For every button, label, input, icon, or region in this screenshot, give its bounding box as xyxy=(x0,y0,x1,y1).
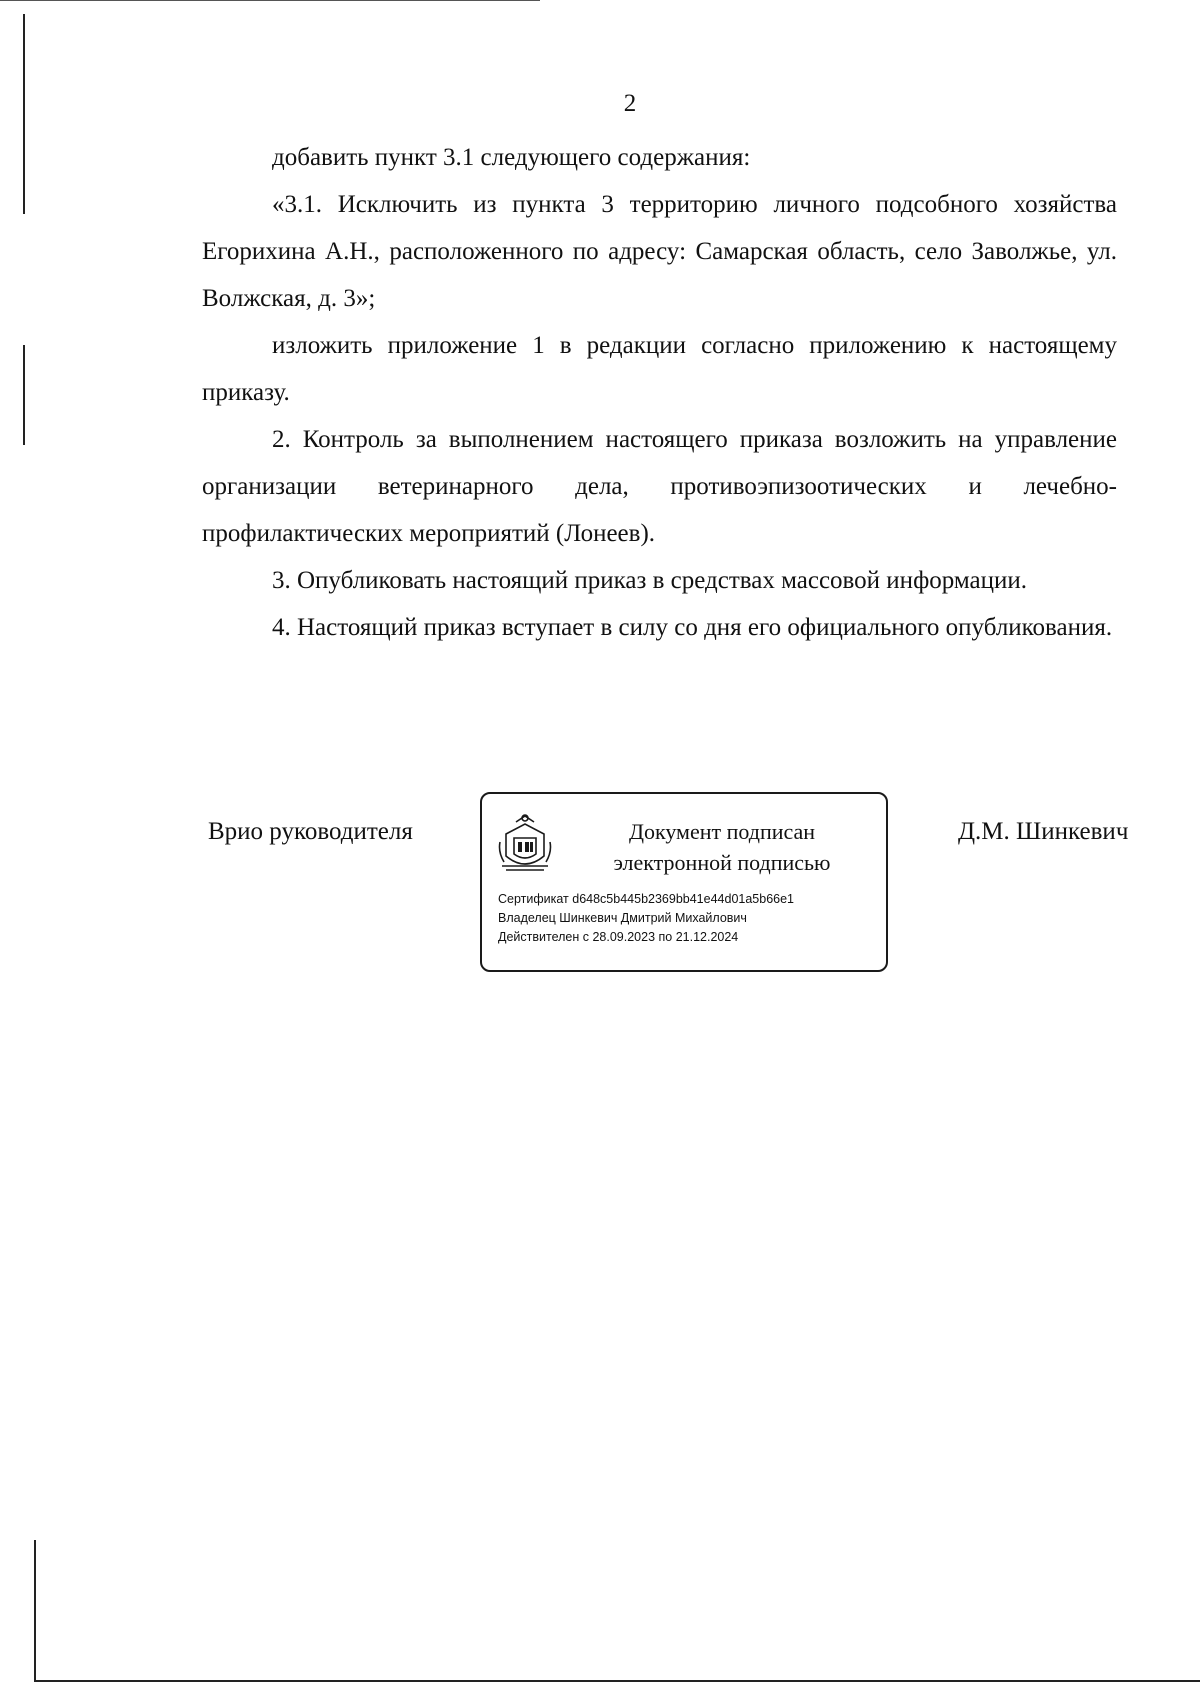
scan-edge-line-top xyxy=(0,0,540,1)
paragraph-control: 2. Контроль за выполнением настоящего приказа возложить на управление организации ветеринарного дела, противоэпизоотических и лечебно-профилактических мероприятий (Лонеев). xyxy=(202,426,1117,547)
scan-edge-line-left-3 xyxy=(34,1540,36,1680)
scan-edge-line-bottom xyxy=(34,1680,1200,1682)
stamp-owner: Владелец Шинкевич Дмитрий Михайлович xyxy=(498,911,747,925)
coat-of-arms-icon xyxy=(496,812,554,878)
document-body xyxy=(202,134,1117,651)
page-number: 2 xyxy=(623,90,637,117)
stamp-title-line-1: Документ подписан xyxy=(628,819,816,844)
stamp-certificate: Сертификат d648c5b445b2369bb41e44d01a5b66e1 xyxy=(498,892,795,906)
signatory-position: Врио руководителя xyxy=(208,818,413,845)
stamp-details xyxy=(498,890,794,947)
paragraph-add-clause: добавить пункт 3.1 следующего содержания: xyxy=(272,144,751,171)
stamp-validity: Действителен с 28.09.2023 по 21.12.2024 xyxy=(498,930,739,944)
paragraph-publish: 3. Опубликовать настоящий приказ в средствах массовой информации. xyxy=(272,567,1028,594)
paragraph-appendix: изложить приложение 1 в редакции согласно приложению к настоящему приказу. xyxy=(202,332,1117,406)
scan-edge-line-left xyxy=(23,14,25,214)
stamp-title xyxy=(572,816,872,878)
stamp-title-line-2: электронной подписью xyxy=(613,850,831,875)
paragraph-effective: 4. Настоящий приказ вступает в силу со дня его официального опубликования. xyxy=(272,614,1113,641)
signatory-name: Д.М. Шинкевич xyxy=(958,818,1129,845)
paragraph-clause-3-1: «3.1. Исключить из пункта 3 территорию личного подсобного хозяйства Егорихина А.Н., расположенного по адресу: Самарская область, село Заволжье, ул. Волжская, д. 3»; xyxy=(202,191,1117,312)
scan-edge-line-left-2 xyxy=(23,345,25,445)
electronic-signature-stamp xyxy=(480,792,888,972)
